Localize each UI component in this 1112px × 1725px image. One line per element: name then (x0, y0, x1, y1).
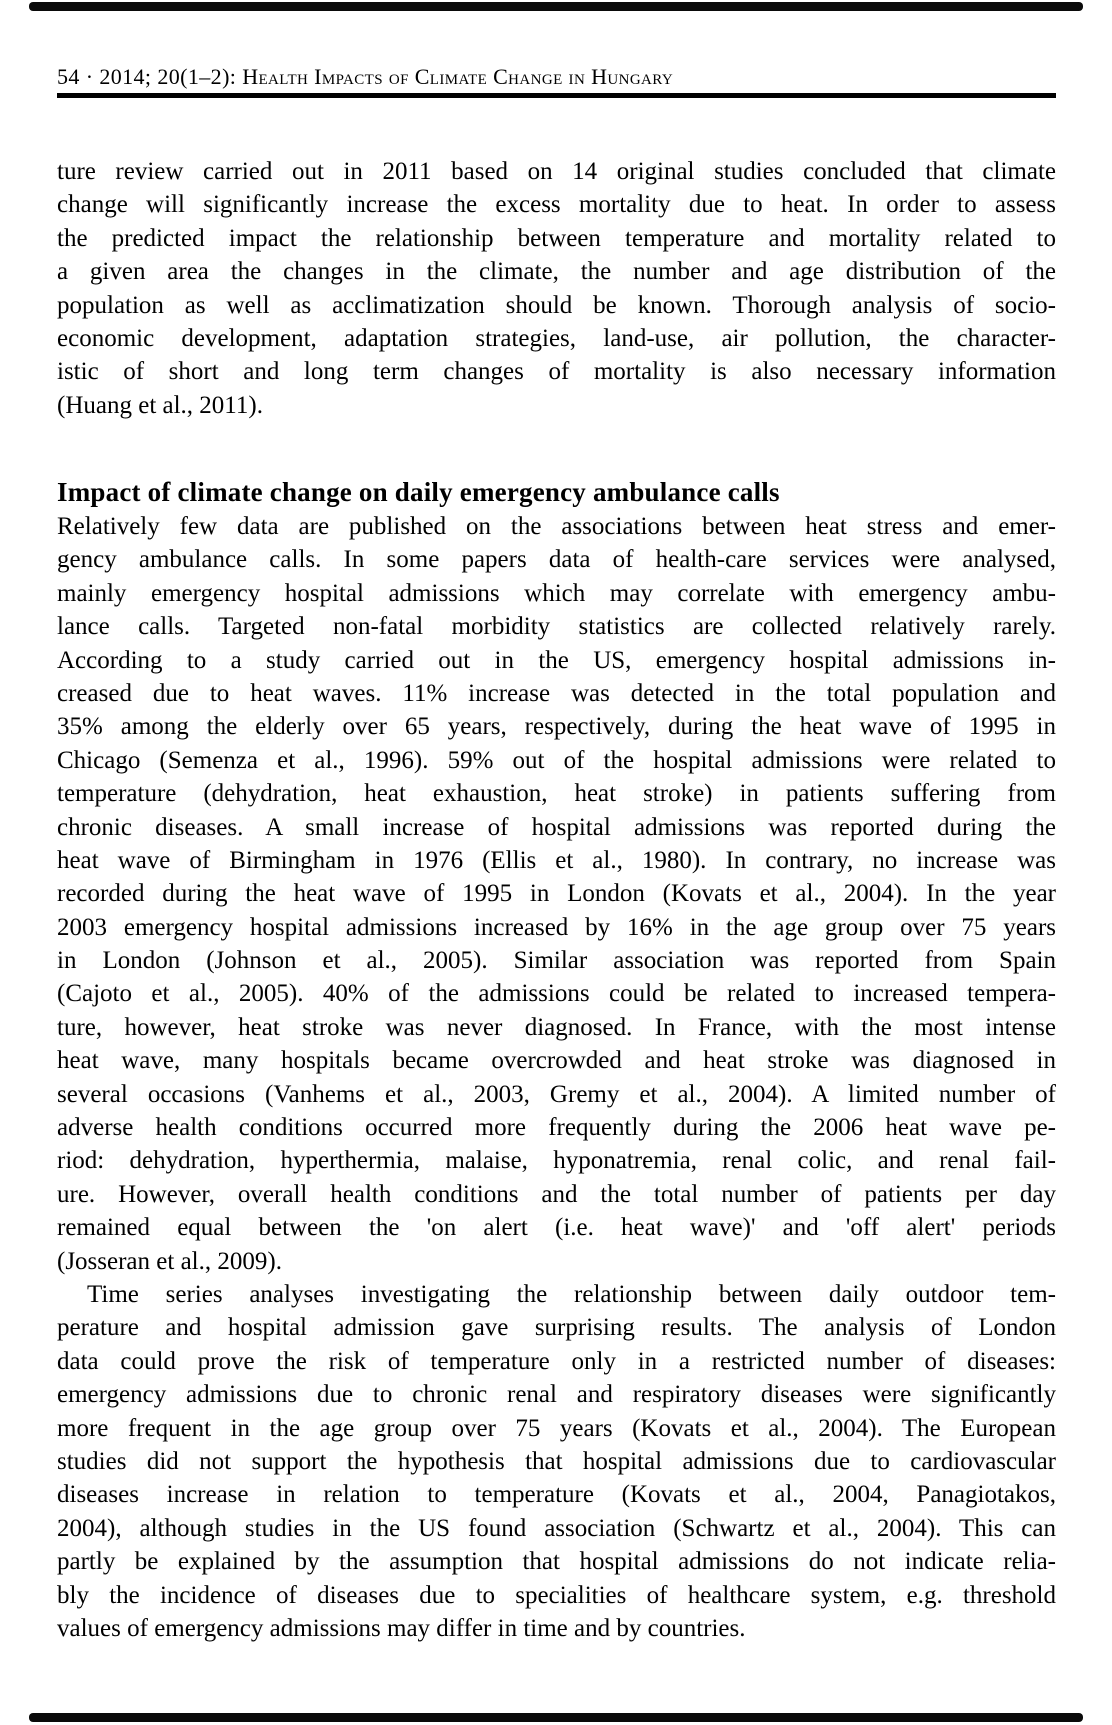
text-line: ture review carried out in 2011 based on 14 original studies concluded that climate (57, 158, 1056, 185)
text-line: heat wave, many hospitals became overcrowded and heat stroke was diagnosed in (57, 1047, 1056, 1075)
text-line: According to a study carried out in the US, emergency hospital admissions in- (57, 646, 1056, 674)
text-line: 2004), although studies in the US found association (Schwartz et al., 2004). This can (57, 1514, 1056, 1542)
text-line: values of emergency admissions may differ in time and by countries. (57, 1614, 746, 1642)
text-line: bly the incidence of diseases due to specialities of healthcare system, e.g. threshold (57, 1581, 1056, 1609)
text-line: chronic diseases. A small increase of hospital admissions was reported during the (57, 813, 1056, 841)
text-line: partly be explained by the assumption that hospital admissions do not indicate relia- (57, 1548, 1056, 1576)
text-line: adverse health conditions occurred more frequently during the 2006 heat wave pe- (57, 1114, 1056, 1142)
text-line: Chicago (Semenza et al., 1996). 59% out of the hospital admissions were related to (57, 746, 1056, 774)
text-line: (Cajoto et al., 2005). 40% of the admissions could be related to increased tempera- (57, 980, 1056, 1008)
text-line: studies did not support the hypothesis that hospital admissions due to cardiovascular (57, 1447, 1056, 1475)
running-header: 54 · 2014; 20(1–2): Health Impacts of Climate Change in Hungary (57, 64, 674, 89)
text-line: ure. However, overall health conditions and the total number of patients per day (57, 1180, 1056, 1208)
scan-edge-top-bar (29, 2, 1083, 11)
section-body (57, 510, 1056, 1645)
paragraph-ambulance-calls (57, 510, 1056, 1278)
text-line: several occasions (Vanhems et al., 2003, Gremy et al., 2004). A limited number of (57, 1080, 1056, 1108)
text-line: istic of short and long term changes of mortality is also necessary information (57, 358, 1056, 386)
text-line: more frequent in the age group over 75 years (Kovats et al., 2004). The European (57, 1414, 1056, 1442)
text-line: riod: dehydration, hyperthermia, malaise, hyponatremia, renal colic, and renal fail- (57, 1147, 1056, 1175)
text-line: Relatively few data are published on the associations between heat stress and emer- (57, 513, 1056, 540)
text-line: emergency admissions due to chronic renal and respiratory diseases were significantly (57, 1381, 1056, 1409)
text-line: recorded during the heat wave of 1995 in London (Kovats et al., 2004). In the year (57, 880, 1056, 908)
text-line: data could prove the risk of temperature only in a restricted number of diseases: (57, 1347, 1056, 1375)
paragraph-continuation (57, 155, 1056, 422)
text-line: temperature (dehydration, heat exhaustion, heat stroke) in patients suffering from (57, 780, 1056, 808)
paragraph-time-series (57, 1278, 1056, 1645)
text-line: in London (Johnson et al., 2005). Similar association was reported from Spain (57, 947, 1056, 975)
text-line: 2003 emergency hospital admissions increased by 16% in the age group over 75 years (57, 913, 1056, 941)
text-line: (Huang et al., 2011). (57, 391, 263, 419)
text-line: a given area the changes in the climate, the number and age distribution of the (57, 258, 1056, 286)
text-line: the predicted impact the relationship between temperature and mortality related to (57, 224, 1056, 252)
text-line: gency ambulance calls. In some papers data of health-care services were analysed, (57, 546, 1056, 574)
text-line: perature and hospital admission gave surprising results. The analysis of London (57, 1314, 1056, 1342)
text-line: ture, however, heat stroke was never diagnosed. In France, with the most intense (57, 1013, 1056, 1041)
text-line: mainly emergency hospital admissions which may correlate with emergency ambu- (57, 579, 1056, 607)
scan-edge-bottom-bar (29, 1713, 1083, 1722)
section-heading: Impact of climate change on daily emergency ambulance calls (57, 477, 780, 508)
text-line: creased due to heat waves. 11% increase was detected in the total population and (57, 679, 1056, 707)
text-line: 35% among the elderly over 65 years, respectively, during the heat wave of 1995 in (57, 713, 1056, 741)
text-line: lance calls. Targeted non-fatal morbidity statistics are collected relatively rarely. (57, 613, 1056, 641)
text-line: (Josseran et al., 2009). (57, 1247, 282, 1275)
text-line: heat wave of Birmingham in 1976 (Ellis et al., 1980). In contrary, no increase was (57, 846, 1056, 874)
text-line: population as well as acclimatization should be known. Thorough analysis of socio- (57, 291, 1056, 319)
text-line: remained equal between the 'on alert (i.e. heat wave)' and 'off alert' periods (57, 1214, 1056, 1242)
header-rule (57, 93, 1056, 98)
text-line: change will significantly increase the excess mortality due to heat. In order to assess (57, 191, 1056, 219)
text-line: economic development, adaptation strategies, land-use, air pollution, the character- (57, 324, 1056, 352)
text-line: diseases increase in relation to temperature (Kovats et al., 2004, Panagiotakos, (57, 1481, 1056, 1509)
text-line: Time series analyses investigating the relationship between daily outdoor tem- (87, 1280, 1056, 1308)
